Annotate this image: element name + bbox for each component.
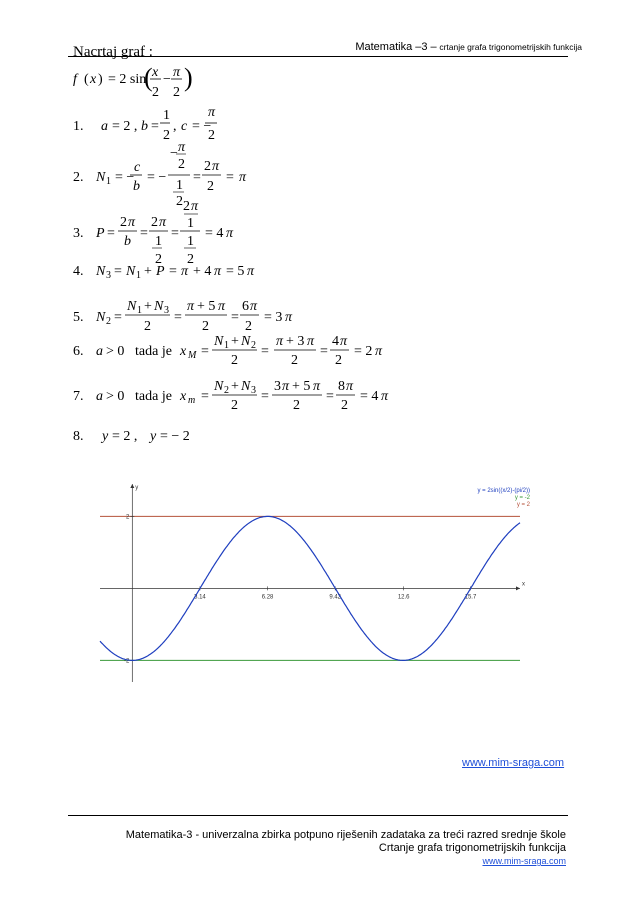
svg-text:π: π <box>181 264 189 279</box>
svg-text:2: 2 <box>202 319 209 334</box>
svg-text:> 0: > 0 <box>106 389 125 404</box>
svg-text:−: − <box>163 72 171 87</box>
svg-text:c: c <box>181 119 188 134</box>
svg-text:4.: 4. <box>73 264 84 279</box>
svg-text:b: b <box>133 179 140 194</box>
svg-text:= 3: = 3 <box>264 310 283 325</box>
svg-text:π: π <box>178 140 186 155</box>
svg-text:N: N <box>241 379 251 394</box>
svg-text:N: N <box>214 334 224 349</box>
svg-text:(: ( <box>144 63 153 92</box>
svg-text:N: N <box>96 310 106 325</box>
x-axis-arrow <box>516 586 520 590</box>
svg-text:= 4: = 4 <box>205 226 224 241</box>
x-tick-label: 12.6 <box>397 594 410 601</box>
x-tick-label: 3.14 <box>194 594 206 601</box>
svg-text:2: 2 <box>204 159 211 174</box>
svg-text:=: = <box>169 264 177 279</box>
svg-text:a: a <box>96 344 103 359</box>
footer-rule <box>68 815 568 816</box>
svg-text:π: π <box>313 379 321 394</box>
svg-text:N: N <box>96 170 106 185</box>
svg-text:N: N <box>96 264 106 279</box>
header-title: Matematika –3 – <box>355 41 437 53</box>
svg-text:,: , <box>173 119 177 134</box>
svg-text:π: π <box>282 379 290 394</box>
svg-text:= 2 ,: = 2 , <box>112 429 138 444</box>
svg-text:2: 2 <box>178 157 185 172</box>
svg-text:π: π <box>226 226 234 241</box>
svg-text:π: π <box>340 334 348 349</box>
svg-text:): ) <box>184 63 193 92</box>
svg-text:+ 3: + 3 <box>286 334 305 349</box>
step-2 <box>73 140 247 209</box>
svg-text:−: − <box>170 146 178 161</box>
svg-text:=: = <box>193 170 201 185</box>
svg-text:=: = <box>151 119 159 134</box>
svg-text:π: π <box>191 199 199 214</box>
svg-text:2: 2 <box>155 252 162 267</box>
svg-text:2: 2 <box>144 319 151 334</box>
svg-text:2: 2 <box>176 194 183 209</box>
svg-text:f: f <box>73 72 77 87</box>
svg-text:=: = <box>326 389 334 404</box>
svg-text:π: π <box>276 334 284 349</box>
legend-y-2: y = 2 <box>516 502 530 508</box>
svg-text:+ 5: + 5 <box>292 379 311 394</box>
step-5 <box>73 299 293 334</box>
svg-text:6: 6 <box>242 299 249 314</box>
svg-text:3: 3 <box>164 305 169 316</box>
svg-text:m: m <box>188 395 196 406</box>
svg-text:1: 1 <box>163 108 170 123</box>
svg-text:x: x <box>180 344 187 359</box>
svg-text:6.: 6. <box>73 344 84 359</box>
svg-text:+ 4: + 4 <box>193 264 212 279</box>
svg-text:= −: = − <box>192 119 212 134</box>
svg-text:π: π <box>375 344 383 359</box>
page-footer <box>126 829 566 868</box>
svg-text:= 2 ,: = 2 , <box>112 119 138 134</box>
svg-text:1: 1 <box>224 340 229 351</box>
svg-text:=: = <box>107 226 115 241</box>
svg-text:= −: = − <box>115 170 135 185</box>
svg-text:b: b <box>141 119 148 134</box>
legend-curve: y = 2sin((x/2)-(pi/2)) <box>477 488 530 494</box>
svg-text:x: x <box>152 65 159 80</box>
svg-text:π: π <box>208 105 216 120</box>
svg-text:1: 1 <box>176 178 183 193</box>
svg-text:5.: 5. <box>73 310 84 325</box>
svg-text:2: 2 <box>335 353 342 368</box>
svg-text:=: = <box>114 310 122 325</box>
svg-text:π: π <box>187 299 195 314</box>
svg-text:x: x <box>90 72 97 87</box>
svg-text:2: 2 <box>341 398 348 413</box>
svg-text:1: 1 <box>187 234 194 249</box>
svg-text:=: = <box>320 344 328 359</box>
svg-text:π: π <box>173 65 181 80</box>
svg-text:7.: 7. <box>73 389 84 404</box>
svg-text:3: 3 <box>251 385 256 396</box>
svg-text:π: π <box>239 170 247 185</box>
svg-text:= 5: = 5 <box>226 264 245 279</box>
svg-text:π: π <box>285 310 293 325</box>
svg-text:= 4: = 4 <box>360 389 379 404</box>
svg-text:2: 2 <box>231 353 238 368</box>
svg-text:1.: 1. <box>73 119 84 134</box>
svg-text:2: 2 <box>187 252 194 267</box>
x-tick-label: 15.7 <box>464 594 477 601</box>
svg-text:2: 2 <box>251 340 256 351</box>
svg-text:=: = <box>174 310 182 325</box>
svg-text:+: + <box>231 334 239 349</box>
svg-text:+: + <box>231 379 239 394</box>
svg-text:tada je: tada je <box>135 389 172 404</box>
svg-text:=: = <box>231 310 239 325</box>
y-tick-label: -2 <box>123 658 130 665</box>
svg-text:M: M <box>188 350 197 361</box>
svg-text:3: 3 <box>274 379 281 394</box>
svg-text:2: 2 <box>207 179 214 194</box>
svg-text:π: π <box>250 299 258 314</box>
step-8 <box>73 429 190 444</box>
site-link[interactable]: www.mim-sraga.com <box>462 757 565 769</box>
svg-text:π: π <box>212 159 220 174</box>
svg-text:1: 1 <box>155 234 162 249</box>
svg-text:π: π <box>218 299 226 314</box>
task-title: Nacrtaj graf : <box>73 44 153 60</box>
svg-text:8: 8 <box>338 379 345 394</box>
svg-text:=: = <box>114 264 122 279</box>
function-definition <box>73 63 193 100</box>
step-1 <box>73 105 217 143</box>
svg-text:2: 2 <box>224 385 229 396</box>
svg-text:= 2: = 2 <box>354 344 373 359</box>
svg-text:= 2 sin: = 2 sin <box>108 72 147 87</box>
svg-text:+: + <box>144 299 152 314</box>
svg-text:2: 2 <box>106 316 111 327</box>
svg-text:x: x <box>180 389 187 404</box>
svg-text:y: y <box>150 429 157 444</box>
svg-text:2: 2 <box>231 398 238 413</box>
step-3 <box>73 199 234 267</box>
svg-text:N: N <box>126 264 136 279</box>
header-subtitle: crtanje grafa trigonometrijskih funkcija <box>439 42 582 52</box>
svg-text:=: = <box>201 344 209 359</box>
svg-text:4: 4 <box>332 334 339 349</box>
svg-text:2: 2 <box>245 319 252 334</box>
svg-text:N: N <box>214 379 224 394</box>
svg-text:+ 5: + 5 <box>197 299 216 314</box>
svg-text:2: 2 <box>208 128 215 143</box>
axes <box>100 484 525 682</box>
svg-text:=: = <box>140 226 148 241</box>
svg-text:= − 2: = − 2 <box>160 429 190 444</box>
svg-text:> 0: > 0 <box>106 344 125 359</box>
svg-text:2: 2 <box>293 398 300 413</box>
step-6 <box>73 334 383 368</box>
footer-line-2: Crtanje grafa trigonometrijskih funkcija <box>378 842 566 854</box>
svg-text:1: 1 <box>187 216 194 231</box>
footer-link[interactable]: www.mim-sraga.com <box>482 856 566 866</box>
svg-text:1: 1 <box>137 305 142 316</box>
svg-text:N: N <box>241 334 251 349</box>
y-axis-arrow <box>130 484 134 488</box>
svg-text:π: π <box>128 215 136 230</box>
svg-text:b: b <box>124 234 131 249</box>
svg-text:a: a <box>101 119 108 134</box>
svg-text:3.: 3. <box>73 226 84 241</box>
svg-text:2: 2 <box>183 199 190 214</box>
step-7 <box>73 379 389 413</box>
svg-text:8.: 8. <box>73 429 84 444</box>
svg-text:): ) <box>98 72 103 87</box>
svg-text:(: ( <box>84 72 89 87</box>
svg-text:2: 2 <box>291 353 298 368</box>
svg-text:π: π <box>214 264 222 279</box>
svg-text:1: 1 <box>136 270 141 281</box>
svg-text:2: 2 <box>151 215 158 230</box>
svg-text:N: N <box>154 299 164 314</box>
svg-text:P: P <box>96 226 105 241</box>
svg-text:a: a <box>96 389 103 404</box>
svg-text:=: = <box>261 344 269 359</box>
svg-text:π: π <box>159 215 167 230</box>
y-axis-label: y <box>135 485 139 491</box>
function-graph <box>0 470 638 720</box>
svg-text:2: 2 <box>120 215 127 230</box>
svg-text:y: y <box>102 429 109 444</box>
svg-text:π: π <box>307 334 315 349</box>
svg-text:π: π <box>381 389 389 404</box>
svg-text:tada je: tada je <box>135 344 172 359</box>
svg-text:π: π <box>247 264 255 279</box>
legend <box>477 488 530 508</box>
svg-text:=: = <box>201 389 209 404</box>
svg-text:=: = <box>226 170 234 185</box>
svg-text:+: + <box>144 264 152 279</box>
footer-line-1: Matematika-3 - univerzalna zbirka potpuno riješenih zadataka za treći razred srednje škole <box>125 829 566 841</box>
svg-text:=: = <box>171 226 179 241</box>
svg-text:π: π <box>346 379 354 394</box>
x-tick-label: 9.42 <box>329 594 342 601</box>
svg-text:2: 2 <box>152 85 159 100</box>
svg-text:c: c <box>134 160 141 175</box>
svg-text:=: = <box>261 389 269 404</box>
step-4 <box>73 264 255 281</box>
legend-y-minus-2: y = -2 <box>514 495 530 501</box>
svg-text:P: P <box>156 264 165 279</box>
svg-text:2.: 2. <box>73 170 84 185</box>
svg-text:2: 2 <box>173 85 180 100</box>
svg-text:1: 1 <box>106 176 111 187</box>
y-tick-label: 2 <box>125 514 130 521</box>
x-axis-label: x <box>522 581 525 588</box>
svg-text:= −: = − <box>147 170 167 185</box>
svg-text:3: 3 <box>106 270 111 281</box>
x-tick-label: 6.28 <box>261 594 274 601</box>
svg-text:N: N <box>127 299 137 314</box>
svg-text:2: 2 <box>163 128 170 143</box>
